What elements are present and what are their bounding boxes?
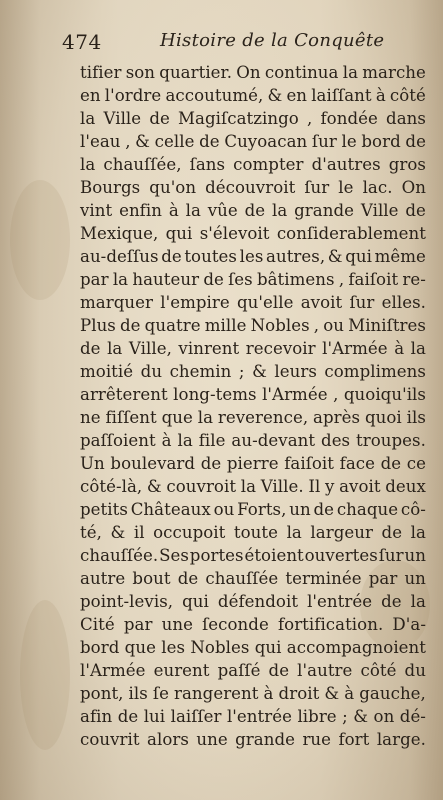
- word: côté: [389, 86, 426, 105]
- word: qui: [165, 224, 193, 243]
- word: défendoit: [217, 592, 299, 611]
- word: l'autre: [297, 661, 353, 680]
- word: que: [124, 638, 156, 657]
- word: &: [327, 247, 343, 266]
- word: la: [80, 109, 96, 128]
- text-line: [80, 452, 426, 475]
- word: l'empire: [160, 293, 230, 312]
- word: l'Armée: [80, 661, 146, 680]
- word: accompagnoient: [286, 638, 426, 657]
- text-line: [80, 222, 426, 245]
- word: bout: [132, 569, 171, 588]
- text-line: [80, 130, 426, 153]
- word: fortification.: [277, 615, 384, 634]
- word: accoutumé,: [165, 86, 264, 105]
- word: l'eau: [80, 132, 121, 151]
- word: Ville,: [128, 339, 172, 358]
- word: de: [313, 500, 335, 519]
- word: qui: [254, 638, 282, 657]
- text-line: [80, 360, 426, 383]
- word: la: [80, 155, 96, 174]
- word: ne: [80, 408, 101, 427]
- word: occupoit: [153, 523, 226, 542]
- word: Mexique,: [80, 224, 159, 243]
- word: Ville.: [260, 477, 304, 496]
- paper-stain: [20, 600, 70, 750]
- word: en: [80, 86, 101, 105]
- word: par: [80, 270, 109, 289]
- word: fort: [338, 730, 370, 749]
- word: lui: [143, 707, 166, 726]
- word: libre: [297, 707, 337, 726]
- text-line: [80, 176, 426, 199]
- word: quatre: [144, 316, 201, 335]
- word: au-deſſus: [80, 247, 159, 266]
- word: bord: [361, 132, 401, 151]
- word: &: [252, 362, 267, 381]
- word: de: [244, 201, 266, 220]
- word: re-: [402, 270, 426, 289]
- word: terminée: [285, 569, 362, 588]
- word: ſe: [152, 684, 169, 703]
- word: à: [263, 684, 274, 703]
- word: recevoir: [245, 339, 316, 358]
- word: d'autres: [311, 155, 381, 174]
- word: un: [289, 500, 311, 519]
- body-text: [80, 61, 426, 751]
- word: Ville: [103, 109, 142, 128]
- word: leurs: [274, 362, 317, 381]
- word: l'ordre: [104, 86, 162, 105]
- word: Ses: [159, 546, 189, 565]
- word: ſur: [304, 178, 330, 197]
- word: chaque: [336, 500, 399, 519]
- text-line: [80, 61, 426, 84]
- text-line: [80, 337, 426, 360]
- word: ,: [125, 132, 131, 151]
- text-line: [80, 291, 426, 314]
- word: faiſoit: [348, 270, 399, 289]
- word: de: [149, 109, 170, 128]
- text-line: [80, 636, 426, 659]
- word: enfin: [119, 201, 162, 220]
- word: de: [120, 316, 141, 335]
- word: de: [268, 661, 290, 680]
- word: Il: [308, 477, 321, 496]
- word: grande: [235, 730, 296, 749]
- text-line: [80, 682, 426, 705]
- word: on: [373, 707, 395, 726]
- word: ſur: [311, 132, 337, 151]
- text-line: [80, 406, 426, 429]
- word: au-devant: [231, 431, 316, 450]
- word: ſur: [349, 293, 375, 312]
- word: la: [410, 592, 426, 611]
- text-line: [80, 429, 426, 452]
- text-line: [80, 107, 426, 130]
- word: fiſſent: [105, 408, 157, 427]
- word: face: [339, 454, 375, 473]
- word: il: [133, 523, 145, 542]
- word: chauſſée.: [80, 546, 159, 565]
- word: vinrent: [178, 339, 240, 358]
- text-line: [80, 590, 426, 613]
- word: Nobles: [190, 638, 250, 657]
- word: ,: [338, 270, 345, 289]
- word: troupes.: [356, 431, 426, 450]
- text-line: [80, 498, 426, 521]
- word: la: [286, 523, 302, 542]
- text-line: [80, 567, 426, 590]
- word: Un: [80, 454, 105, 473]
- text-line: [80, 613, 426, 636]
- word: ,: [306, 109, 313, 128]
- word: Cité: [80, 615, 115, 634]
- word: qui: [345, 247, 372, 266]
- word: mille: [204, 316, 247, 335]
- word: lac.: [362, 178, 393, 197]
- word: Plus: [80, 316, 116, 335]
- word: y: [324, 477, 335, 496]
- word: de: [405, 132, 426, 151]
- text-line: [80, 314, 426, 337]
- word: ſeconde: [202, 615, 269, 634]
- word: couvroit: [166, 477, 237, 496]
- word: la: [271, 201, 288, 220]
- word: dé-: [399, 707, 426, 726]
- word: avoit: [339, 477, 381, 496]
- word: hauteur: [132, 270, 200, 289]
- text-line: [80, 728, 426, 751]
- word: ,: [313, 316, 320, 335]
- word: portes: [189, 546, 244, 565]
- word: la: [177, 431, 193, 450]
- text-line: [80, 153, 426, 176]
- word: elles.: [381, 293, 426, 312]
- word: découvroit: [205, 178, 296, 197]
- word: du: [404, 661, 426, 680]
- word: &: [267, 86, 283, 105]
- word: On: [401, 178, 426, 197]
- word: compter: [233, 155, 304, 174]
- word: droit: [278, 684, 320, 703]
- word: qu'on: [149, 178, 197, 197]
- word: ;: [238, 362, 245, 381]
- word: la: [342, 63, 359, 82]
- word: paſſé: [217, 661, 261, 680]
- word: de: [199, 132, 220, 151]
- word: dans: [386, 109, 426, 128]
- text-line: [80, 475, 426, 498]
- word: quoiqu'ils: [343, 385, 426, 404]
- word: les: [161, 638, 186, 657]
- word: faiſoit: [284, 454, 335, 473]
- word: une: [161, 615, 193, 634]
- word: large.: [376, 730, 426, 749]
- word: de: [161, 247, 182, 266]
- word: té,: [80, 523, 102, 542]
- word: ils: [128, 684, 148, 703]
- word: paſſoient: [80, 431, 156, 450]
- word: rue: [302, 730, 332, 749]
- word: afin: [80, 707, 113, 726]
- word: celle: [154, 132, 195, 151]
- word: bord: [80, 638, 120, 657]
- word: rangerent: [173, 684, 259, 703]
- word: après: [313, 408, 361, 427]
- word: complimens: [324, 362, 426, 381]
- word: de: [203, 270, 224, 289]
- word: un: [404, 569, 426, 588]
- word: la: [107, 339, 123, 358]
- word: Forts,: [237, 500, 287, 519]
- word: tifier: [80, 63, 122, 82]
- word: long-tems: [173, 385, 257, 404]
- word: l'Armée: [322, 339, 388, 358]
- running-title: Histoire de la Conquête: [160, 30, 385, 51]
- word: de: [80, 339, 101, 358]
- word: à: [375, 86, 386, 105]
- word: toutes: [184, 247, 237, 266]
- word: par: [123, 615, 153, 634]
- text-line: [80, 245, 426, 268]
- word: que: [161, 408, 193, 427]
- word: à: [168, 201, 179, 220]
- word: file: [198, 431, 226, 450]
- word: le: [341, 132, 357, 151]
- word: la: [410, 339, 426, 358]
- word: gros: [388, 155, 426, 174]
- word: pont,: [80, 684, 124, 703]
- word: point-levis,: [80, 592, 174, 611]
- word: Bourgs: [80, 178, 141, 197]
- word: fondée: [320, 109, 378, 128]
- page-number: 474: [62, 30, 102, 54]
- word: de: [117, 707, 139, 726]
- word: la: [112, 270, 129, 289]
- word: à: [394, 339, 405, 358]
- word: couvrit: [80, 730, 140, 749]
- word: boulevard: [110, 454, 196, 473]
- word: &: [110, 523, 126, 542]
- word: chemin: [169, 362, 232, 381]
- word: étoient: [244, 546, 304, 565]
- text-line: [80, 544, 426, 567]
- word: ;: [342, 707, 348, 726]
- text-line: [80, 383, 426, 406]
- word: eurent: [153, 661, 210, 680]
- word: petits: [80, 500, 128, 519]
- word: Magiſcatzingo: [178, 109, 299, 128]
- text-line: [80, 84, 426, 107]
- word: le: [338, 178, 354, 197]
- word: Châteaux: [130, 500, 211, 519]
- text-line: [80, 199, 426, 222]
- word: ſur: [378, 546, 404, 565]
- word: côté-là,: [80, 477, 143, 496]
- word: moitié: [80, 362, 134, 381]
- word: un: [404, 546, 426, 565]
- word: de: [381, 592, 402, 611]
- word: à: [161, 431, 172, 450]
- word: deux: [385, 477, 426, 496]
- word: ,: [333, 385, 339, 404]
- word: chauſſée: [205, 569, 279, 588]
- text-line: [80, 268, 426, 291]
- word: de: [405, 201, 426, 220]
- word: ils: [406, 408, 426, 427]
- word: ſans: [189, 155, 226, 174]
- word: côté: [360, 661, 397, 680]
- word: de: [380, 454, 402, 473]
- word: pierre: [226, 454, 279, 473]
- word: autres,: [266, 247, 326, 266]
- word: ouvertes: [304, 546, 378, 565]
- word: en: [286, 86, 308, 105]
- word: autre: [80, 569, 126, 588]
- word: à: [344, 684, 355, 703]
- word: qui: [182, 592, 209, 611]
- word: On: [236, 63, 261, 82]
- text-line: [80, 705, 426, 728]
- paper-stain: [10, 180, 70, 300]
- word: marche: [362, 63, 426, 82]
- word: la: [410, 523, 426, 542]
- word: continua: [264, 63, 339, 82]
- word: du: [140, 362, 163, 381]
- word: une: [196, 730, 228, 749]
- word: son: [125, 63, 156, 82]
- word: Nobles: [250, 316, 310, 335]
- word: cô-: [400, 500, 426, 519]
- word: quoi: [364, 408, 402, 427]
- word: alors: [147, 730, 189, 749]
- word: chauſſée,: [103, 155, 182, 174]
- page-header: [62, 30, 407, 56]
- word: les: [239, 247, 264, 266]
- word: marquer: [80, 293, 153, 312]
- word: &: [353, 707, 369, 726]
- word: l'entrée: [226, 707, 292, 726]
- word: &: [135, 132, 150, 151]
- word: bâtimens: [256, 270, 335, 289]
- text-line: [80, 659, 426, 682]
- word: grande: [294, 201, 355, 220]
- word: la: [240, 477, 257, 496]
- word: Cuyoacan: [224, 132, 308, 151]
- word: ou: [323, 316, 345, 335]
- word: toute: [233, 523, 279, 542]
- word: des: [321, 431, 351, 450]
- word: largeur: [310, 523, 373, 542]
- word: laiſſer: [170, 707, 222, 726]
- word: de: [381, 523, 403, 542]
- word: l'Armée: [262, 385, 328, 404]
- word: Ville: [360, 201, 399, 220]
- word: conſiderablement: [276, 224, 426, 243]
- word: même: [374, 247, 426, 266]
- word: reverence,: [217, 408, 309, 427]
- word: de: [177, 569, 199, 588]
- word: qu'elle: [237, 293, 294, 312]
- word: s'élevoit: [199, 224, 270, 243]
- word: ce: [406, 454, 426, 473]
- word: avoit: [300, 293, 343, 312]
- word: &: [146, 477, 162, 496]
- word: &: [324, 684, 340, 703]
- word: Miniſtres: [348, 316, 426, 335]
- word: quartier.: [159, 63, 233, 82]
- word: vint: [80, 201, 113, 220]
- word: ou: [213, 500, 235, 519]
- word: la: [185, 201, 201, 220]
- word: l'entrée: [307, 592, 373, 611]
- word: ſes: [228, 270, 253, 289]
- text-line: [80, 521, 426, 544]
- word: de: [200, 454, 222, 473]
- word: D'a-: [392, 615, 426, 634]
- word: vûe: [207, 201, 238, 220]
- word: laiſſant: [311, 86, 372, 105]
- word: par: [368, 569, 398, 588]
- word: gauche,: [359, 684, 426, 703]
- word: la: [197, 408, 214, 427]
- word: arrêterent: [80, 385, 168, 404]
